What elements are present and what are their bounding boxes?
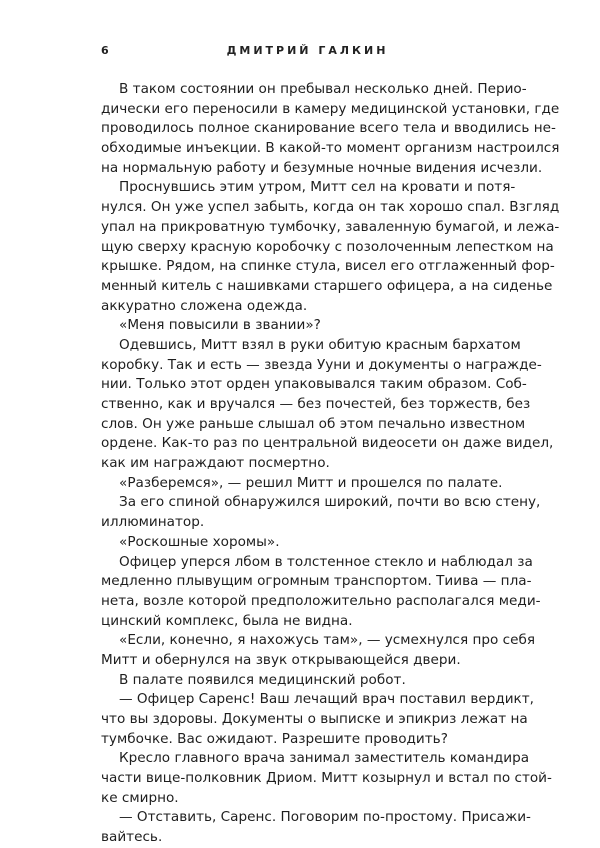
text-line: За его спиной обнаружился широкий, почти во всю стену, [119, 494, 541, 511]
running-head [101, 44, 514, 64]
text-line: В таком состоянии он пребывал несколько дней. Перио- [119, 81, 527, 97]
text-line: «Разберемся», — решил Митт и прошелся по палате. [119, 474, 503, 491]
text-line: вайтесь. [101, 829, 163, 846]
text-line: менный китель с нашивками старшего офицера, а на сиденье [101, 277, 553, 294]
text-line: ственно, как и вручался — без почестей, без торжеств, без [101, 396, 531, 412]
text-line: дически его переносили в камеру медицинской установки, где [101, 100, 560, 117]
text-line: на нормальную работу и безумные ночные видения исчезли. [101, 159, 543, 176]
text-line: Офицер уперся лбом в толстенное стекло и наблюдал за [119, 553, 533, 570]
text-line: Одевшись, Митт взял в руки обитую красным бархатом [119, 336, 521, 353]
text-line: ке смирно. [101, 789, 179, 806]
text-line: Митт и обернулся на звук открывающейся двери. [101, 651, 461, 668]
text-line: нии. Только этот орден упаковывался таким образом. Соб- [101, 376, 527, 393]
text-line: — Офицер Саренс! Ваш лечащий врач поставил вердикт, [119, 691, 535, 708]
text-line: «Меня повысили в звании»? [119, 317, 321, 334]
page-number: 6 [101, 44, 109, 57]
text-line: «Если, конечно, я нахожусь там», — усмехнулся про себя [119, 632, 536, 649]
text-line: иллюминатор. [101, 514, 205, 531]
text-line: Проснувшись этим утром, Митт сел на кровати и потя- [119, 179, 516, 196]
text-line: нета, возле которой предположительно располагался меди- [101, 592, 541, 609]
text-line: нулся. Он уже успел забыть, когда он так хорошо спал. Взгляд [101, 199, 560, 216]
text-line: медленно плывущим огромным транспортом. Тиива — пла- [101, 573, 532, 590]
text-line: — Отставить, Саренс. Поговорим по-простому. Присажи- [119, 809, 531, 826]
text-line: как им награждают посмертно. [101, 455, 330, 472]
text-line: цинский комплекс, была не видна. [101, 612, 353, 629]
text-line: крышке. Рядом, на спинке стула, висел его отглаженный фор- [101, 258, 555, 275]
text-line: проводилось полное сканирование всего тела и вводились не- [101, 120, 556, 137]
text-line: В палате появился медицинский робот. [119, 671, 406, 688]
text-line: ордене. Как-то раз по центральной видеосети он даже видел, [101, 435, 554, 452]
text-line: обходимые инъекции. В какой-то момент организм настроился [101, 140, 560, 157]
text-line: что вы здоровы. Документы о выписке и эпикриз лежат на [101, 711, 528, 727]
text-line: слов. Он уже раньше слышал об этом печально известном [101, 415, 526, 432]
text-line: аккуратно сложена одежда. [101, 297, 308, 314]
text-line: Кресло главного врача занимал заместитель командира [119, 750, 530, 767]
text-line: «Роскошные хоромы». [119, 533, 280, 550]
body-text [101, 80, 560, 848]
text-line: части вице-полковник Дриом. Митт козырнул и встал по стой- [101, 770, 552, 787]
running-head-author: ДМИТРИЙ ГАЛКИН [226, 44, 389, 57]
text-line: упал на прикроватную тумбочку, заваленную бумагой, и лежа- [101, 218, 560, 235]
text-line: щую сверху красную коробочку с позолоченным лепестком на [101, 238, 554, 255]
text-line: тумбочке. Вас ожидают. Разрешите проводить? [101, 730, 448, 747]
text-line: коробку. Так и есть — звезда Ууни и документы о награжде- [101, 356, 542, 373]
